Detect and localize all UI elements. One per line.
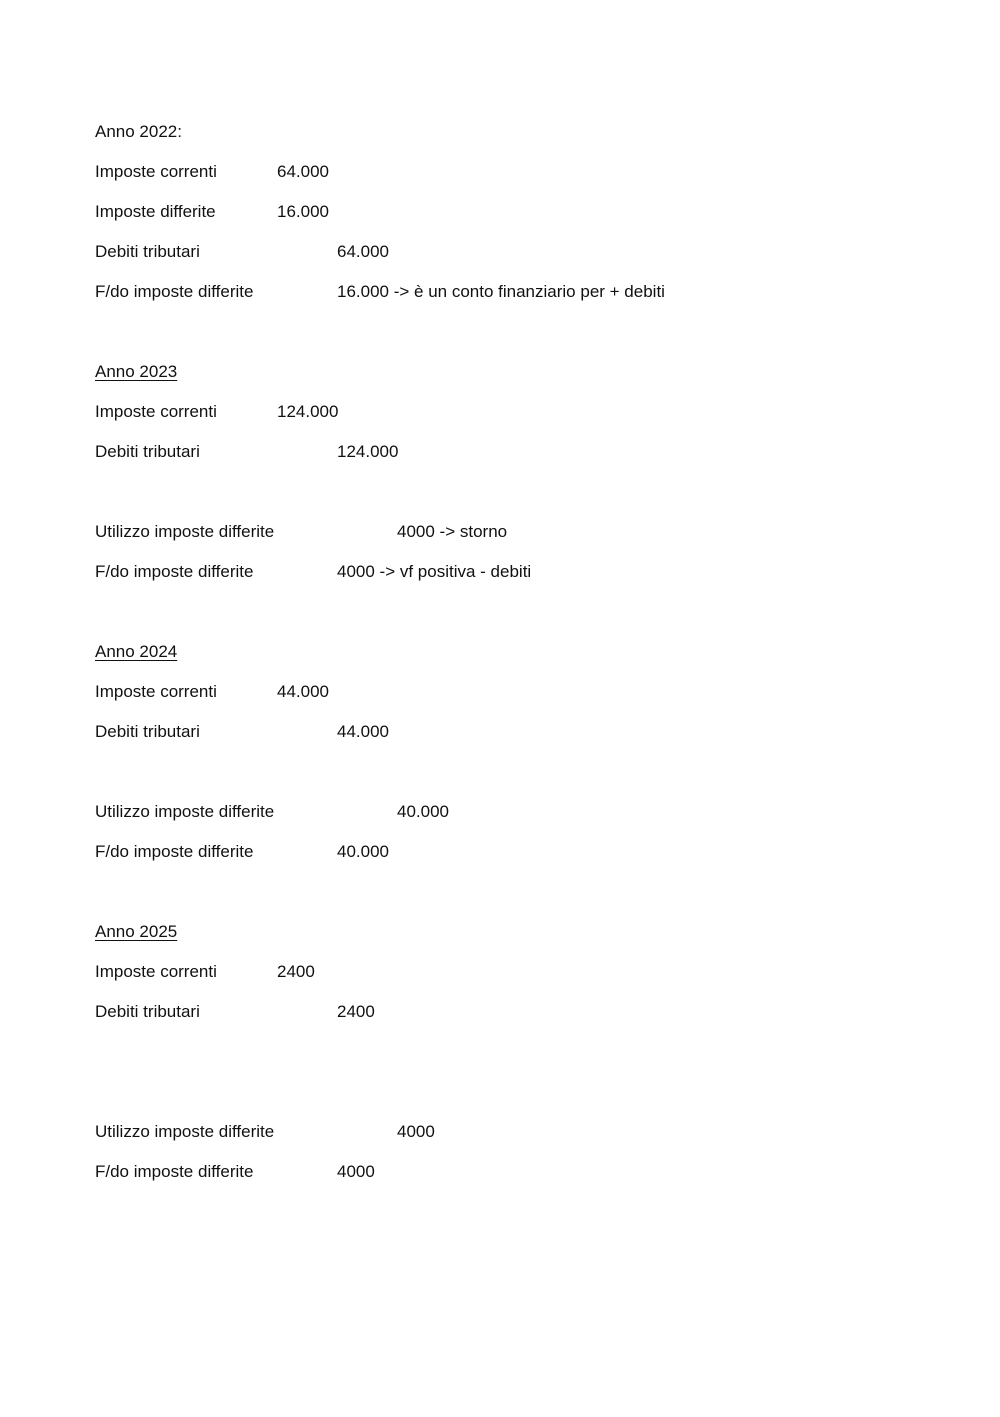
row-dare-value: 124.000 [277,402,339,421]
row-label: Imposte correnti [95,962,217,981]
row-label: Debiti tributari [95,1002,200,1021]
section-heading-2024: Anno 2024 [95,642,178,661]
row-label: Utilizzo imposte differite [95,1122,275,1141]
row-label: F/do imposte differite [95,282,254,301]
row-label: Debiti tributari [95,722,200,741]
row-label: Debiti tributari [95,442,200,461]
section-heading-2023: Anno 2023 [95,362,178,381]
row-label: Imposte correnti [95,402,217,421]
row-avere-value: 124.000 [337,442,399,461]
row-dare-value: 2400 [277,962,315,981]
row-avere-value: 2400 [337,1002,375,1021]
row-avere-value: 4000 [337,1162,375,1181]
row-avere-value: 4000 -> vf positiva - debiti [337,562,532,581]
row-dare-value: 44.000 [277,682,329,701]
row-label: Utilizzo imposte differite [95,802,275,821]
row-label: Imposte differite [95,202,216,221]
row-avere-value: 44.000 [337,722,389,741]
row-dare-value: 64.000 [277,162,329,181]
row-avere-value: 40.000 [337,842,389,861]
row-far-value: 4000 -> storno [397,522,508,541]
section-heading-2022: Anno 2022: [95,122,182,141]
row-label: Imposte correnti [95,682,217,701]
row-far-value: 4000 [397,1122,435,1141]
row-far-value: 40.000 [397,802,449,821]
row-dare-value: 16.000 [277,202,329,221]
section-heading-2025: Anno 2025 [95,922,178,941]
row-label: F/do imposte differite [95,842,254,861]
row-avere-value: 16.000 -> è un conto finanziario per + debiti [337,282,665,301]
row-label: Debiti tributari [95,242,200,261]
row-label: F/do imposte differite [95,562,254,581]
row-avere-value: 64.000 [337,242,389,261]
row-label: F/do imposte differite [95,1162,254,1181]
row-label: Utilizzo imposte differite [95,522,275,541]
row-label: Imposte correnti [95,162,217,181]
